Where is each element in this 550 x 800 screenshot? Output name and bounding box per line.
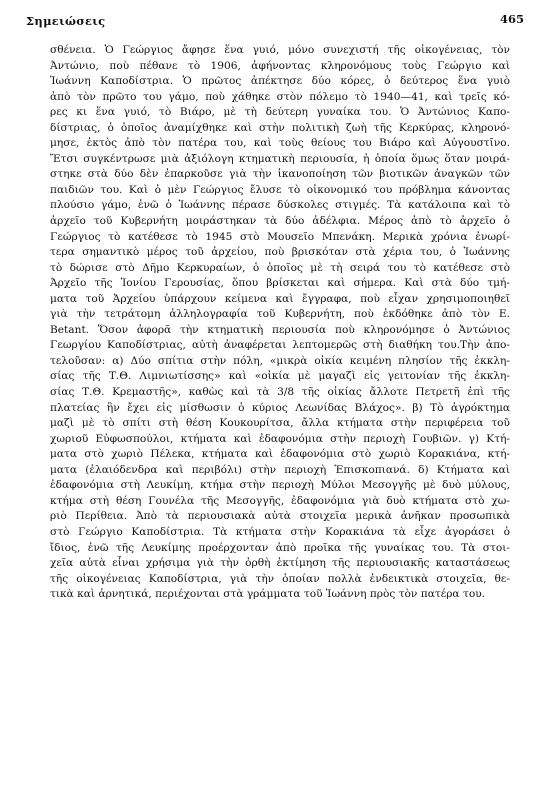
text-line: Betant. Ὅσον ἀφορᾶ τὴν κτηματικὴ περιουσία ποὺ κληρονόμησε ὁ Ἀντώνιος xyxy=(50,323,510,336)
text-line: γιὰ τὴν τετράτομη ἀλληλογραφία τοῦ Κυβερνήτη, ποὺ ἐκδόθηκε ἀπὸ τὸν E. xyxy=(50,308,510,321)
text-line: Γεωργίου Καποδίστριας, αὐτὴ ἀναφέρεται λεπτομερῶς στὴ διαθήκη του.Τὴν ἀπο- xyxy=(50,339,510,352)
text-line: Ἀντώνιο, ποὺ πέθανε τὸ 1906, ἀφήνοντας κληρονόμους τοὺς Γεώργιο καὶ xyxy=(50,59,510,72)
text-line: ρες κι ἕνα γυιό, τὸ Βιάρο, μὲ τὴ δεύτερη γυναίκα του. Ὁ Ἀντώνιος Καπο- xyxy=(50,106,510,119)
text-line: ματα στὸ χωριὸ Πέλεκα, κτήματα καὶ ἐδαφονόμια στὸ χωριὸ Κορακιάνα, κτή- xyxy=(50,448,510,461)
text-line: μαζὶ μὲ τὸ σπίτι στὴ θέση Κουκουρίτσα, ἄλλα κτήματα στὴν περιφέρεια τοῦ xyxy=(50,417,510,430)
text-line: παιδιῶν του. Καὶ ὁ μὲν Γεώργιος ἔλυσε τὸ οἰκονομικό του πρόβλημα κάνοντας xyxy=(50,183,510,196)
text-line: ἴδιος, ἐνῶ τῆς Λευκίμης προέρχονταν ἀπὸ προῖκα τῆς γυναίκας του. Τὰ στοι- xyxy=(50,541,510,554)
text-line: σίας τῆς Τ.Θ. Λιμνιωτίσσης» καὶ «οἰκία μὲ μαγαζὶ εἰς γειτονίαν τῆς ἐκκλη- xyxy=(50,370,510,383)
running-header xyxy=(26,10,524,30)
text-line: τερα σημαντικὸ μέρος τοῦ ἀρχείου, ποὺ βρισκόταν στὰ χέρια του, ὁ Ἰωάννης xyxy=(50,246,510,259)
page-number: 465 xyxy=(499,12,524,26)
text-line: σθένεια. Ὁ Γεώργιος ἄφησε ἕνα γυιό, μόνο συνεχιστή τῆς οἰκογένειας, τὸν xyxy=(50,44,510,56)
text-line: ριὸ Περίθεια. Ἀπὸ τὰ περιουσιακὰ αὐτὰ στοιχεῖα μερικὰ ἀνῆκαν προσωπικὰ xyxy=(50,510,510,523)
text-line: Ἰωάννη Καποδίστρια. Ὁ πρῶτος ἀπέκτησε δύο κόρες, ὁ δεύτερος ἕνα γυιὸ xyxy=(50,75,510,88)
text-line: Ἀρχεῖο τῆς Ἰονίου Γερουσίας, ὅπου βρίσκεται καὶ σήμερα. Καὶ στὰ δύο τμή- xyxy=(50,277,510,290)
text-line: τῆς οἰκογένειας Καποδίστρια, γιὰ τὴν ὁποίαν πολλὰ ἐνδεικτικὰ στοιχεῖα, θε- xyxy=(50,572,510,585)
text-line: Γεώργιος τὸ κατέθεσε τὸ 1945 στὸ Μουσεῖο Μπενάκη. Μερικὰ χρόνια ἐνωρί- xyxy=(50,230,510,243)
text-line: ματα (ἐλαιόδενδρα καὶ περιβόλι) στὴν περιοχὴ Ἐπισκοπιανά. δ) Κτήματα καὶ xyxy=(50,463,510,476)
text-line: δίστριας, ὁ ὁποῖος ἀναμίχθηκε καὶ στὴν πολιτικὴ ζωὴ τῆς Κερκύρας, κληρονό- xyxy=(50,121,510,134)
text-line: τελοῦσαν: α) Δύο σπίτια στὴν πόλη, «μικρὰ οἰκία κειμένη πλησίον τῆς ἐκκλη- xyxy=(50,354,510,367)
text-line: τὸ δώρισε στὸ Δῆμο Κερκυραίων, ὁ ὁποῖος μὲ τὴ σειρά του τὸ κατέθεσε στὸ xyxy=(50,261,510,274)
text-line: Ἔτσι συγκέντρωσε μιὰ ἀξιόλογη κτηματικὴ περιουσία, ἡ ὁποία ὅμως ὅταν μοιρά- xyxy=(50,152,510,165)
text-line: ἀπὸ τὸν πρῶτο του γάμο, ποὺ χάθηκε στὸν πόλεμο τὸ 1940—41, καὶ τρεῖς κό- xyxy=(50,90,510,103)
text-line: πλατείας ἣν ἔχει εἰς μίσθωσιν ὁ κύριος Λεωνίδας Βλάχος». β) Τὸ ἀγρόκτημα xyxy=(50,401,510,414)
notes-body-text xyxy=(50,43,510,603)
text-line: χεῖα αὐτὰ εἶναι χρήσιμα γιὰ τὴν ὀρθὴ ἐκτίμηση τῆς περιουσιακῆς καταστάσεως xyxy=(50,557,510,570)
text-line: πλούσιο γάμο, ἐνῶ ὁ Ἰωάννης πέρασε δύσκολες στιγμές. Τὰ κατάλοιπα καὶ τὸ xyxy=(50,199,510,212)
text-line: χωριοῦ Εὐφωσπούλοι, κτήματα καὶ ἐδαφονόμια στὴν περιοχὴ Γουβιῶν. γ) Κτή- xyxy=(50,432,510,445)
text-line: στηκε στὰ δύο δὲν ἐπαρκοῦσε γιὰ τὴν ἱκανοποίηση τῶν βιοτικῶν ἀναγκῶν τῶν xyxy=(50,168,510,181)
text-line: τικὰ καὶ ἀρνητικά, περιέχονται στὰ γράμματα τοῦ Ἰωάννη πρὸς τὸν πατέρα του. xyxy=(50,588,486,601)
running-title: Σημειώσεις xyxy=(26,14,106,28)
text-line: στὸ Γεώργιο Καποδίστρια. Τὰ κτήματα στὴν Κορακιάνα τὰ εἶχε ἀγοράσει ὁ xyxy=(50,525,510,538)
text-line: ἀρχεῖο τοῦ Κυβερνήτη μοιράστηκαν τὰ δύο ἀδέλφια. Μέρος ἀπὸ τὸ ἀρχεῖο ὁ xyxy=(50,215,510,228)
text-line: ματα τοῦ Ἀρχείου ὑπάρχουν κείμενα καὶ ἔγγραφα, ποὺ εἶχαν χρησιμοποιηθεῖ xyxy=(50,292,510,305)
text-line: σίας Τ.Θ. Κρεμαστῆς», καθὼς καὶ τὰ 3/8 τῆς οἰκίας ἄλλοτε Πετρετῆ ἐπὶ τῆς xyxy=(50,386,510,399)
text-line: ἐδαφονόμια στὴ Λευκίμη, κτήμα στὴν περιοχὴ Μύλοι Μεσογγῆς μὲ δυὸ μύλους, xyxy=(50,479,510,492)
text-line: μησε, ἐκτὸς ἀπὸ τὸν πατέρα του, καὶ τοὺς θείους του Βιάρο καὶ Αὐγουστῖνο. xyxy=(50,137,510,150)
text-line: κτήμα στὴ θέση Γουνέλα τῆς Μεσογγῆς, ἐδαφονόμια γιὰ δυὸ κτήματα στὸ χω- xyxy=(50,494,510,507)
